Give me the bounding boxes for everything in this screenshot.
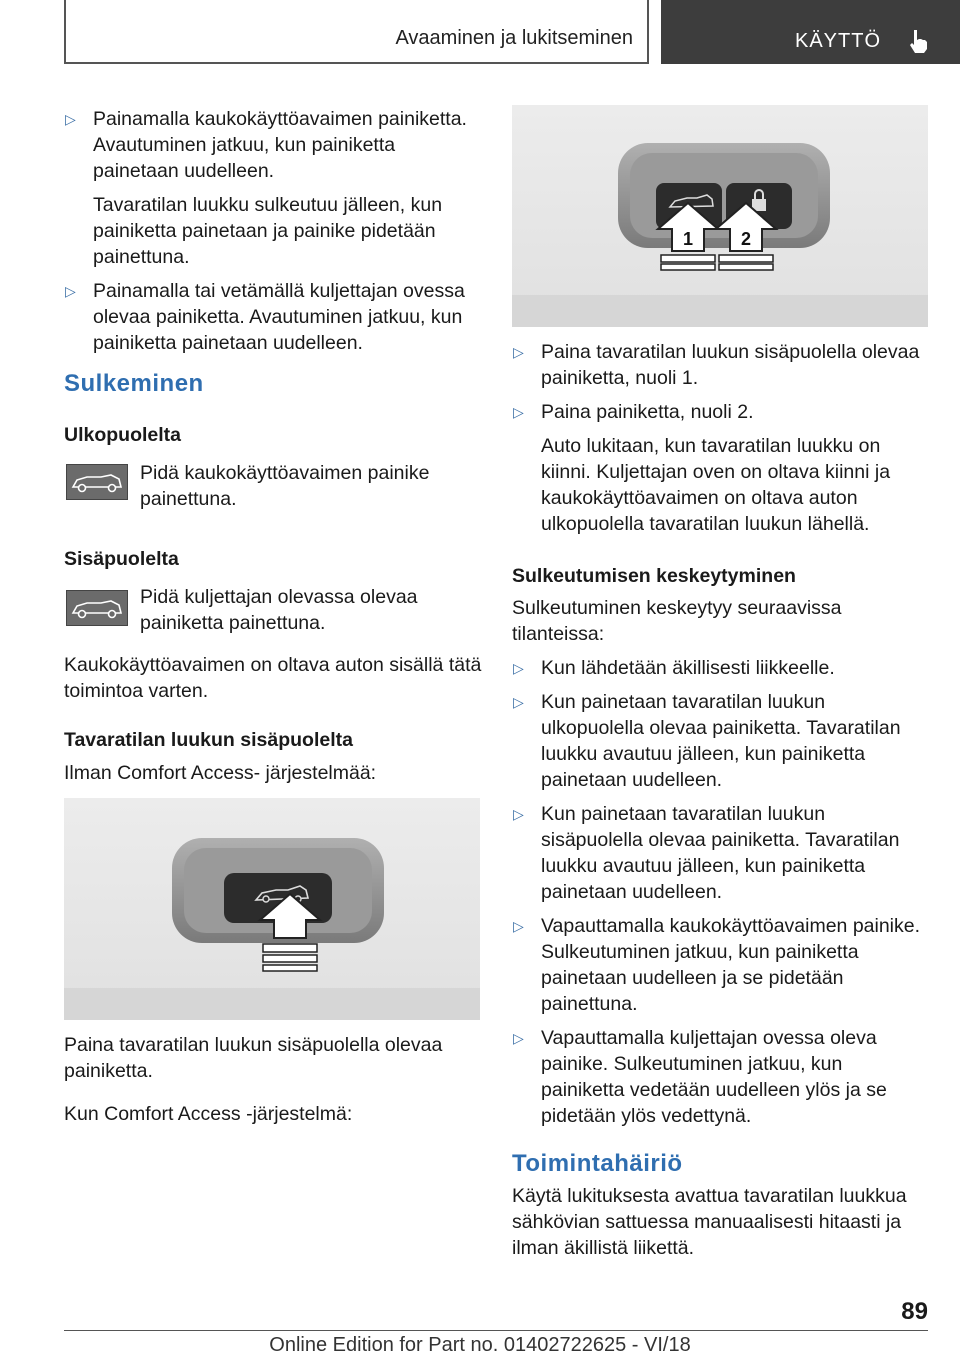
list-item: ▷ Paina tavaratilan luukun sisäpuolella olevaa painiketta, nuoli 1. (513, 341, 920, 389)
list-item: ▷ Vapauttamalla kuljettajan ovessa oleva painike. Sulkeutuminen jatkuu, kun painiketta vedetään uudelleen ylös ja se pidetään ylös vedettynä. (513, 1027, 887, 1127)
list-item: ▷ Vapauttamalla kaukokäyttöavaimen painike. Sulkeutuminen jatkuu, kun painiketta painetaan uudelleen ja se pidetään painettuna. (513, 915, 921, 1015)
list-item: ▷ Kun painetaan tavaratilan luukun ulkopuolella olevaa painiketta. Tavaratilan luukku avautuu jälleen, kun painiketta painetaan uudelleen. (513, 691, 901, 791)
heading-sulkeminen: Sulkeminen (64, 370, 204, 397)
list-item-note: Auto lukitaan, kun tavaratilan luukku on kiinni. Kuljettajan oven on oltava kiinni ja kaukokäyttöavaimen on oltava auton ulkopuolella tavaratilan luukun lähellä. (541, 435, 891, 535)
without-comfort-text: Ilman Comfort Access- järjestelmää: (64, 762, 377, 784)
bullet-triangle-icon: ▷ (513, 404, 524, 420)
subheading-keskeytyminen: Sulkeutumisen keskeytyminen (512, 565, 796, 587)
bullet-triangle-icon: ▷ (513, 918, 524, 934)
header-section-box (64, 0, 649, 64)
subheading-ulkopuolelta: Ulkopuolelta (64, 424, 182, 446)
photo-caption: Paina tavaratilan luukun sisäpuolella olevaa painiketta. (64, 1034, 443, 1082)
bullet-triangle-icon: ▷ (65, 111, 76, 127)
chapter-tab[interactable] (661, 0, 960, 64)
tailgate-lock-buttons-photo (512, 105, 928, 327)
bullet-triangle-icon: ▷ (65, 283, 76, 299)
hand-pointer-icon (904, 26, 934, 56)
list-item: ▷ Kun lähdetään äkillisesti liikkeelle. (513, 657, 835, 679)
bullet-triangle-icon: ▷ (513, 806, 524, 822)
car-tailgate-key-icon (66, 464, 128, 500)
subheading-tavaratila: Tavaratilan luukun sisäpuolelta (64, 729, 353, 751)
arrow-label-2: 2 (740, 229, 752, 249)
keskeytyminen-intro: Sulkeutuminen keskeytyy seuraavissa tilanteissa: (512, 597, 842, 645)
with-comfort-text: Kun Comfort Access -järjestelmä: (64, 1103, 353, 1125)
right-column (512, 339, 930, 1261)
heading-toimintahairio: Toimintahäiriö (512, 1150, 683, 1177)
footer-divider (64, 1330, 928, 1331)
car-tailgate-key-icon (66, 590, 128, 626)
edition-footer: Online Edition for Part no. 01402722625 - VI/18 (269, 1334, 691, 1356)
list-item-note: Tavaratilan luukku sulkeutuu jälleen, kun painiketta painetaan ja painike pidetään painettuna. (93, 194, 443, 268)
list-item: ▷ Paina painiketta, nuoli 2. (513, 401, 754, 423)
subheading-sisapuolelta: Sisäpuolelta (64, 548, 179, 570)
chapter-tab-label: KÄYTTÖ (795, 30, 882, 52)
sisapuolelta-text: Pidä kuljettajan olevassa olevaa painiketta painettuna. (140, 586, 418, 634)
bullet-triangle-icon: ▷ (513, 694, 524, 710)
list-item: ▷ Kun painetaan tavaratilan luukun sisäpuolella olevaa painiketta. Tavaratilan luukku avautuu jälleen, kun painiketta painetaan uudelleen. (513, 803, 900, 903)
remote-note: Kaukokäyttöavaimen on oltava auton sisällä tätä toimintoa varten. (64, 654, 482, 702)
toimintahairio-text: Käytä lukituksesta avattua tavaratilan luukkua sähkövian sattuessa manuaalisesti hitaasti ja ilman äkillistä liikettä. (512, 1185, 907, 1259)
arrow-label-1: 1 (682, 229, 694, 249)
list-item: ▷ Painamalla tai vetämällä kuljettajan ovessa olevaa painiketta. Avautuminen jatkuu, kun painiketta painetaan uudelleen. (65, 280, 465, 354)
left-column (64, 106, 482, 356)
section-title: Avaaminen ja lukitseminen (395, 27, 633, 49)
list-item: ▷ Painamalla kaukokäyttöavaimen painiketta. Avautuminen jatkuu, kun painiketta painetaan uudelleen. (65, 108, 467, 182)
bullet-triangle-icon: ▷ (513, 344, 524, 360)
page-number: 89 (901, 1298, 928, 1325)
bullet-triangle-icon: ▷ (513, 660, 524, 676)
ulkopuolelta-text: Pidä kaukokäyttöavaimen painike painettuna. (140, 462, 430, 510)
tailgate-button-photo (64, 798, 480, 1020)
bullet-triangle-icon: ▷ (513, 1030, 524, 1046)
